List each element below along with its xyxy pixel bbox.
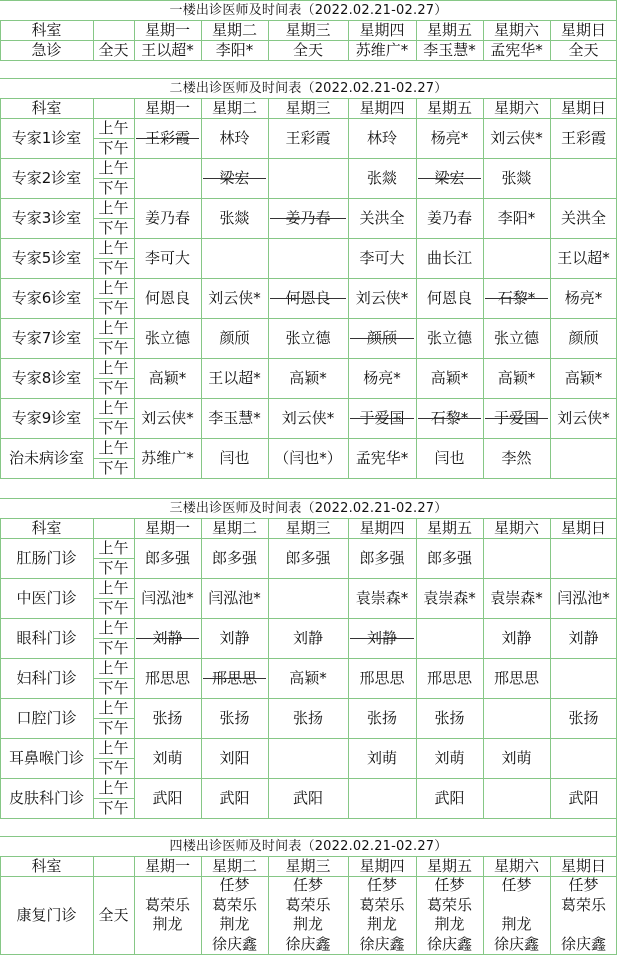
grid-line — [134, 98, 135, 478]
grid-line — [550, 856, 551, 955]
split-underline — [418, 418, 481, 419]
split-underline — [350, 638, 414, 639]
floor4-wed-2: 荆龙 — [292, 915, 323, 934]
grid-line — [93, 298, 134, 299]
split-underline — [350, 418, 414, 419]
floor1-cell-0: 王以超* — [141, 40, 194, 59]
grid-line — [93, 338, 134, 339]
grid-line — [134, 518, 135, 818]
floor4-tue-0: 任梦 — [219, 876, 250, 895]
floor2-cell-0-4: 杨亮* — [430, 128, 469, 147]
floor3-cell-3-1: 邢思思 — [211, 668, 257, 687]
floor4-day-5: 星期六 — [493, 856, 539, 875]
floor2-day-4: 星期五 — [426, 98, 472, 117]
grid-line — [483, 856, 484, 955]
floor2-cell-0-2: 王彩霞 — [285, 128, 331, 147]
floor2-cell-6-2: 高颖* — [289, 368, 327, 387]
floor2-cell-6-4: 高颖* — [430, 368, 469, 387]
floor3-cell-1-6: 闫泓池* — [557, 588, 610, 607]
floor1-day-6: 星期日 — [560, 20, 606, 39]
floor2-cell-3-4: 曲长江 — [426, 248, 472, 267]
floor2-cell-7-1: 李玉慧* — [208, 408, 261, 427]
floor3-cell-4-3: 张扬 — [366, 708, 397, 727]
floor2-dept-7: 专家9诊室 — [11, 408, 82, 427]
floor1-cell-5: 孟宪华* — [490, 40, 543, 59]
floor4-sat-2: 徐庆鑫 — [493, 934, 539, 953]
floor3-dept-1: 中医门诊 — [16, 588, 77, 607]
floor2-cell-4-2: 何恩良 — [285, 288, 331, 307]
floor4-wed-0: 任梦 — [292, 876, 323, 895]
floor2-pm-3: 下午 — [98, 258, 129, 277]
grid-line — [93, 218, 134, 219]
floor2-cell-6-5: 高颖* — [497, 368, 536, 387]
floor3-cell-4-1: 张扬 — [219, 708, 250, 727]
floor2-title: 二楼出诊医师及时间表（2022.02.21-02.27） — [169, 80, 448, 96]
floor2-cell-3-6: 王以超* — [557, 248, 610, 267]
floor3-cell-6-0: 武阳 — [152, 788, 183, 807]
floor2-day-1: 星期二 — [211, 98, 257, 117]
floor3-cell-1-4: 袁崇森* — [423, 588, 476, 607]
floor4-day-3: 星期四 — [359, 856, 405, 875]
floor2-day-2: 星期三 — [285, 98, 331, 117]
floor2-cell-5-4: 张立德 — [426, 328, 472, 347]
floor4-sun-2: 徐庆鑫 — [560, 934, 606, 953]
floor3-cell-2-4 — [416, 618, 483, 658]
floor3-cell-3-4: 邢思思 — [426, 668, 472, 687]
grid-line — [93, 418, 134, 419]
floor2-pm-7: 下午 — [98, 418, 129, 437]
floor2-cell-5-2: 张立德 — [285, 328, 331, 347]
floor3-cell-0-2: 郎多强 — [285, 548, 331, 567]
floor3-dept-4: 口腔门诊 — [16, 708, 77, 727]
grid-line — [550, 98, 551, 478]
floor3-cell-3-0: 邢思思 — [144, 668, 190, 687]
floor1-title: 一楼出诊医师及时间表（2022.02.21-02.27） — [169, 2, 448, 18]
floor3-cell-6-5 — [483, 778, 550, 818]
floor3-day-5: 星期六 — [493, 518, 539, 537]
floor2-cell-7-0: 刘云侠* — [141, 408, 194, 427]
floor2-dept-8: 治未病诊室 — [8, 448, 84, 467]
floor2-cell-8-6 — [550, 438, 617, 478]
grid-line — [0, 518, 1, 818]
floor2-am-6: 上午 — [98, 358, 129, 377]
grid-line — [93, 856, 94, 955]
floor4-day-2: 星期三 — [285, 856, 331, 875]
floor4-thu-1: 葛荣乐 — [359, 895, 405, 914]
floor3-cell-6-3 — [348, 778, 416, 818]
floor3-cell-6-6: 武阳 — [568, 788, 599, 807]
floor3-day-3: 星期四 — [359, 518, 405, 537]
floor2-day-6: 星期日 — [560, 98, 606, 117]
floor3-day-0: 星期一 — [144, 518, 190, 537]
floor3-cell-1-5: 袁崇森* — [490, 588, 543, 607]
floor3-cell-3-3: 邢思思 — [359, 668, 405, 687]
floor2-cell-4-0: 何恩良 — [144, 288, 190, 307]
floor3-cell-1-2 — [268, 578, 348, 618]
floor2-cell-5-0: 张立德 — [144, 328, 190, 347]
floor3-cell-5-1: 刘阳 — [219, 748, 250, 767]
floor3-cell-5-2 — [268, 738, 348, 778]
floor3-cell-2-0: 刘静 — [152, 628, 183, 647]
floor1-time: 全天 — [98, 40, 129, 59]
floor2-cell-0-6: 王彩霞 — [560, 128, 606, 147]
grid-line — [93, 378, 134, 379]
floor2-cell-0-5: 刘云侠* — [490, 128, 543, 147]
floor2-am-0: 上午 — [98, 118, 129, 137]
floor3-day-6: 星期日 — [560, 518, 606, 537]
grid-line — [93, 98, 94, 478]
floor2-day-5: 星期六 — [493, 98, 539, 117]
floor3-cell-2-6: 刘静 — [568, 628, 599, 647]
floor3-cell-0-3: 郎多强 — [359, 548, 405, 567]
grid-line — [416, 856, 417, 955]
floor2-cell-1-4: 梁宏 — [434, 168, 465, 187]
floor2-cell-2-6: 关洪全 — [560, 208, 606, 227]
floor3-cell-2-1: 刘静 — [219, 628, 250, 647]
floor3-dept-5: 耳鼻喉门诊 — [8, 748, 84, 767]
floor3-cell-3-5: 邢思思 — [493, 668, 539, 687]
floor3-cell-2-3: 刘静 — [366, 628, 397, 647]
floor3-cell-2-5: 刘静 — [501, 628, 532, 647]
floor3-cell-6-4: 武阳 — [434, 788, 465, 807]
floor2-pm-5: 下午 — [98, 338, 129, 357]
floor3-cell-4-0: 张扬 — [152, 708, 183, 727]
floor1-day-1: 星期二 — [211, 20, 257, 39]
floor2-cell-3-0: 李可大 — [144, 248, 190, 267]
grid-line — [483, 98, 484, 478]
floor2-cell-8-1: 闫也 — [219, 448, 250, 467]
split-underline — [485, 418, 548, 419]
floor3-cell-0-5 — [483, 538, 550, 578]
floor3-dept-6: 皮肤科门诊 — [8, 788, 84, 807]
floor4-tue-1: 葛荣乐 — [211, 895, 257, 914]
floor2-cell-8-0: 苏维广* — [141, 448, 194, 467]
floor3-dept-label: 科室 — [31, 518, 62, 537]
grid-line — [416, 518, 417, 818]
split-underline — [485, 298, 548, 299]
floor2-dept-3: 专家5诊室 — [11, 248, 82, 267]
floor1-day-4: 星期五 — [426, 20, 472, 39]
floor2-cell-2-0: 姜乃春 — [144, 208, 190, 227]
floor4-sun-0: 任梦 — [568, 876, 599, 895]
floor3-cell-4-4: 张扬 — [434, 708, 465, 727]
floor3-am-2: 上午 — [98, 618, 129, 637]
floor2-cell-2-3: 关洪全 — [359, 208, 405, 227]
grid-line — [93, 558, 134, 559]
floor3-cell-5-3: 刘萌 — [366, 748, 397, 767]
floor3-pm-3: 下午 — [98, 678, 129, 697]
split-underline — [136, 638, 199, 639]
floor2-cell-0-3: 林玲 — [366, 128, 397, 147]
floor2-dept-0: 专家1诊室 — [11, 128, 82, 147]
floor2-pm-0: 下午 — [98, 138, 129, 157]
floor2-dept-1: 专家2诊室 — [11, 168, 82, 187]
floor2-cell-2-4: 姜乃春 — [426, 208, 472, 227]
floor4-fri-2: 荆龙 — [434, 915, 465, 934]
floor3-cell-4-2: 张扬 — [292, 708, 323, 727]
floor3-cell-0-6 — [550, 538, 617, 578]
floor2-pm-1: 下午 — [98, 178, 129, 197]
floor2-am-7: 上午 — [98, 398, 129, 417]
floor4-tue-2: 荆龙 — [219, 915, 250, 934]
grid-line — [268, 98, 269, 478]
floor4-tue-3: 徐庆鑫 — [211, 934, 257, 953]
floor3-cell-4-5 — [483, 698, 550, 738]
floor3-title: 三楼出诊医师及时间表（2022.02.21-02.27） — [169, 500, 448, 516]
floor2-cell-1-5: 张燚 — [501, 168, 532, 187]
floor2-cell-5-3: 颜颀 — [366, 328, 397, 347]
grid-line — [93, 518, 94, 818]
floor2-cell-4-1: 刘云侠* — [208, 288, 261, 307]
floor2-cell-6-3: 杨亮* — [363, 368, 401, 387]
floor4-day-6: 星期日 — [560, 856, 606, 875]
floor2-pm-4: 下午 — [98, 298, 129, 317]
grid-line — [0, 478, 617, 479]
floor2-cell-6-1: 王以超* — [208, 368, 261, 387]
floor2-cell-6-0: 高颖* — [148, 368, 187, 387]
grid-line — [0, 818, 617, 819]
grid-line — [0, 60, 617, 61]
floor2-am-5: 上午 — [98, 318, 129, 337]
floor2-cell-2-5: 李阳* — [497, 208, 536, 227]
floor2-pm-6: 下午 — [98, 378, 129, 397]
floor2-am-2: 上午 — [98, 198, 129, 217]
floor3-cell-0-1: 郎多强 — [211, 548, 257, 567]
grid-line — [0, 98, 1, 478]
grid-line — [348, 98, 349, 478]
floor4-day-4: 星期五 — [426, 856, 472, 875]
floor2-day-0: 星期一 — [144, 98, 190, 117]
floor3-cell-1-0: 闫泓池* — [141, 588, 194, 607]
split-underline — [203, 678, 266, 679]
grid-line — [348, 518, 349, 818]
floor4-fri-1: 葛荣乐 — [426, 895, 472, 914]
floor2-cell-0-1: 林玲 — [219, 128, 250, 147]
floor4-fri-0: 任梦 — [434, 876, 465, 895]
floor2-cell-2-2: 姜乃春 — [285, 208, 331, 227]
floor2-cell-4-5: 石黎* — [497, 288, 536, 307]
floor1-cell-4: 李玉慧* — [423, 40, 476, 59]
floor4-thu-2: 荆龙 — [366, 915, 397, 934]
floor3-day-1: 星期二 — [211, 518, 257, 537]
floor2-dept-4: 专家6诊室 — [11, 288, 82, 307]
floor3-cell-5-6 — [550, 738, 617, 778]
floor3-am-0: 上午 — [98, 538, 129, 557]
floor3-cell-3-2: 高颖* — [289, 668, 327, 687]
floor2-cell-0-0: 王彩霞 — [144, 128, 190, 147]
floor4-sat-0: 任梦 — [501, 876, 532, 895]
floor2-am-3: 上午 — [98, 238, 129, 257]
floor2-cell-7-2: 刘云侠* — [281, 408, 335, 427]
floor4-dept: 康复门诊 — [16, 905, 77, 924]
floor3-am-5: 上午 — [98, 738, 129, 757]
floor4-mon-0: 葛荣乐 — [144, 895, 190, 914]
floor4-fri-3: 徐庆鑫 — [426, 934, 472, 953]
floor1-day-0: 星期一 — [144, 20, 190, 39]
floor4-day-0: 星期一 — [144, 856, 190, 875]
split-underline — [418, 178, 481, 179]
floor2-dept-2: 专家3诊室 — [11, 208, 82, 227]
grid-line — [134, 856, 135, 955]
floor1-cell-3: 苏维广* — [355, 40, 409, 59]
floor3-cell-2-2: 刘静 — [292, 628, 323, 647]
floor3-day-4: 星期五 — [426, 518, 472, 537]
floor3-pm-6: 下午 — [98, 798, 129, 817]
floor2-am-4: 上午 — [98, 278, 129, 297]
floor1-day-2: 星期三 — [285, 20, 331, 39]
floor2-pm-8: 下午 — [98, 458, 129, 477]
floor3-pm-2: 下午 — [98, 638, 129, 657]
grid-line — [93, 258, 134, 259]
split-underline — [270, 298, 346, 299]
grid-line — [93, 598, 134, 599]
floor1-dept-label: 科室 — [31, 20, 62, 39]
floor1-cell-6: 全天 — [568, 40, 599, 59]
floor3-cell-1-1: 闫泓池* — [208, 588, 261, 607]
floor2-cell-1-3: 张燚 — [366, 168, 397, 187]
floor2-cell-3-5 — [483, 238, 550, 278]
floor1-day-3: 星期四 — [359, 20, 405, 39]
floor3-cell-1-3: 袁崇森* — [355, 588, 409, 607]
grid-line — [550, 518, 551, 818]
floor4-time: 全天 — [98, 905, 129, 924]
floor2-cell-6-6: 高颖* — [564, 368, 603, 387]
floor3-cell-0-0: 郎多强 — [144, 548, 190, 567]
floor3-am-4: 上午 — [98, 698, 129, 717]
floor1-dept: 急诊 — [31, 40, 62, 59]
floor2-cell-3-2 — [268, 238, 348, 278]
floor2-dept-6: 专家8诊室 — [11, 368, 82, 387]
floor2-cell-2-1: 张燚 — [219, 208, 250, 227]
floor3-cell-0-4: 郎多强 — [426, 548, 472, 567]
floor2-cell-5-6: 颜颀 — [568, 328, 599, 347]
floor2-cell-8-5: 李然 — [501, 448, 532, 467]
floor2-cell-5-5: 张立德 — [493, 328, 539, 347]
grid-line — [268, 518, 269, 818]
floor4-wed-3: 徐庆鑫 — [285, 934, 331, 953]
grid-line — [483, 518, 484, 818]
grid-line — [93, 678, 134, 679]
floor3-dept-0: 肛肠门诊 — [16, 548, 77, 567]
floor4-mon-1: 荆龙 — [152, 915, 183, 934]
floor3-cell-5-0: 刘萌 — [152, 748, 183, 767]
grid-line — [416, 98, 417, 478]
floor3-pm-5: 下午 — [98, 758, 129, 777]
floor2-cell-5-1: 颜颀 — [219, 328, 250, 347]
floor2-cell-7-4: 石黎* — [430, 408, 469, 427]
floor4-sat-1: 荆龙 — [501, 915, 532, 934]
grid-line — [93, 638, 134, 639]
grid-line — [348, 856, 349, 955]
floor3-dept-3: 妇科门诊 — [16, 668, 77, 687]
floor2-cell-7-3: 于爱国 — [359, 408, 405, 427]
grid-line — [201, 518, 202, 818]
floor1-cell-1: 李阳* — [215, 40, 254, 59]
floor2-cell-8-2: （闫也*） — [274, 448, 342, 467]
grid-line — [93, 178, 134, 179]
floor3-cell-6-2: 武阳 — [292, 788, 323, 807]
floor1-day-5: 星期六 — [493, 20, 539, 39]
floor2-cell-8-3: 孟宪华* — [355, 448, 409, 467]
floor2-cell-1-6 — [550, 158, 617, 198]
split-underline — [350, 338, 414, 339]
grid-line — [93, 798, 134, 799]
floor3-day-2: 星期三 — [285, 518, 331, 537]
floor4-wed-1: 葛荣乐 — [285, 895, 331, 914]
floor3-cell-3-6 — [550, 658, 617, 698]
floor1-cell-2: 全天 — [292, 40, 323, 59]
grid-line — [268, 856, 269, 955]
floor2-cell-7-6: 刘云侠* — [557, 408, 610, 427]
floor2-cell-3-1 — [201, 238, 268, 278]
grid-line — [201, 856, 202, 955]
floor2-day-3: 星期四 — [359, 98, 405, 117]
floor3-dept-2: 眼科门诊 — [16, 628, 77, 647]
grid-line — [93, 458, 134, 459]
floor4-thu-3: 徐庆鑫 — [359, 934, 405, 953]
floor3-pm-4: 下午 — [98, 718, 129, 737]
floor2-pm-2: 下午 — [98, 218, 129, 237]
floor2-cell-3-3: 李可大 — [359, 248, 405, 267]
grid-line — [93, 758, 134, 759]
floor2-cell-7-5: 于爱国 — [493, 408, 539, 427]
floor2-cell-1-1: 梁宏 — [219, 168, 250, 187]
floor2-dept-5: 专家7诊室 — [11, 328, 82, 347]
floor4-day-1: 星期二 — [211, 856, 257, 875]
floor2-dept-label: 科室 — [31, 98, 62, 117]
floor2-am-1: 上午 — [98, 158, 129, 177]
floor3-cell-5-4: 刘萌 — [434, 748, 465, 767]
floor4-dept-label: 科室 — [31, 856, 62, 875]
split-underline — [270, 218, 346, 219]
grid-line — [201, 98, 202, 478]
split-underline — [136, 138, 199, 139]
floor2-cell-1-0 — [134, 158, 201, 198]
grid-line — [93, 138, 134, 139]
grid-line — [0, 856, 1, 955]
floor3-cell-5-5: 刘萌 — [501, 748, 532, 767]
floor2-am-8: 上午 — [98, 438, 129, 457]
floor3-cell-4-6: 张扬 — [568, 708, 599, 727]
floor3-cell-6-1: 武阳 — [219, 788, 250, 807]
floor3-pm-1: 下午 — [98, 598, 129, 617]
floor2-cell-1-2 — [268, 158, 348, 198]
floor4-sun-1: 葛荣乐 — [560, 895, 606, 914]
floor3-am-1: 上午 — [98, 578, 129, 597]
floor3-pm-0: 下午 — [98, 558, 129, 577]
floor2-cell-4-4: 何恩良 — [426, 288, 472, 307]
floor2-cell-8-4: 闫也 — [434, 448, 465, 467]
floor2-cell-4-6: 杨亮* — [564, 288, 603, 307]
split-underline — [203, 178, 266, 179]
floor4-title: 四楼出诊医师及时间表（2022.02.21-02.27） — [169, 838, 448, 854]
floor2-cell-4-3: 刘云侠* — [355, 288, 409, 307]
floor3-am-3: 上午 — [98, 658, 129, 677]
floor3-am-6: 上午 — [98, 778, 129, 797]
grid-line — [93, 718, 134, 719]
floor4-thu-0: 任梦 — [366, 876, 397, 895]
